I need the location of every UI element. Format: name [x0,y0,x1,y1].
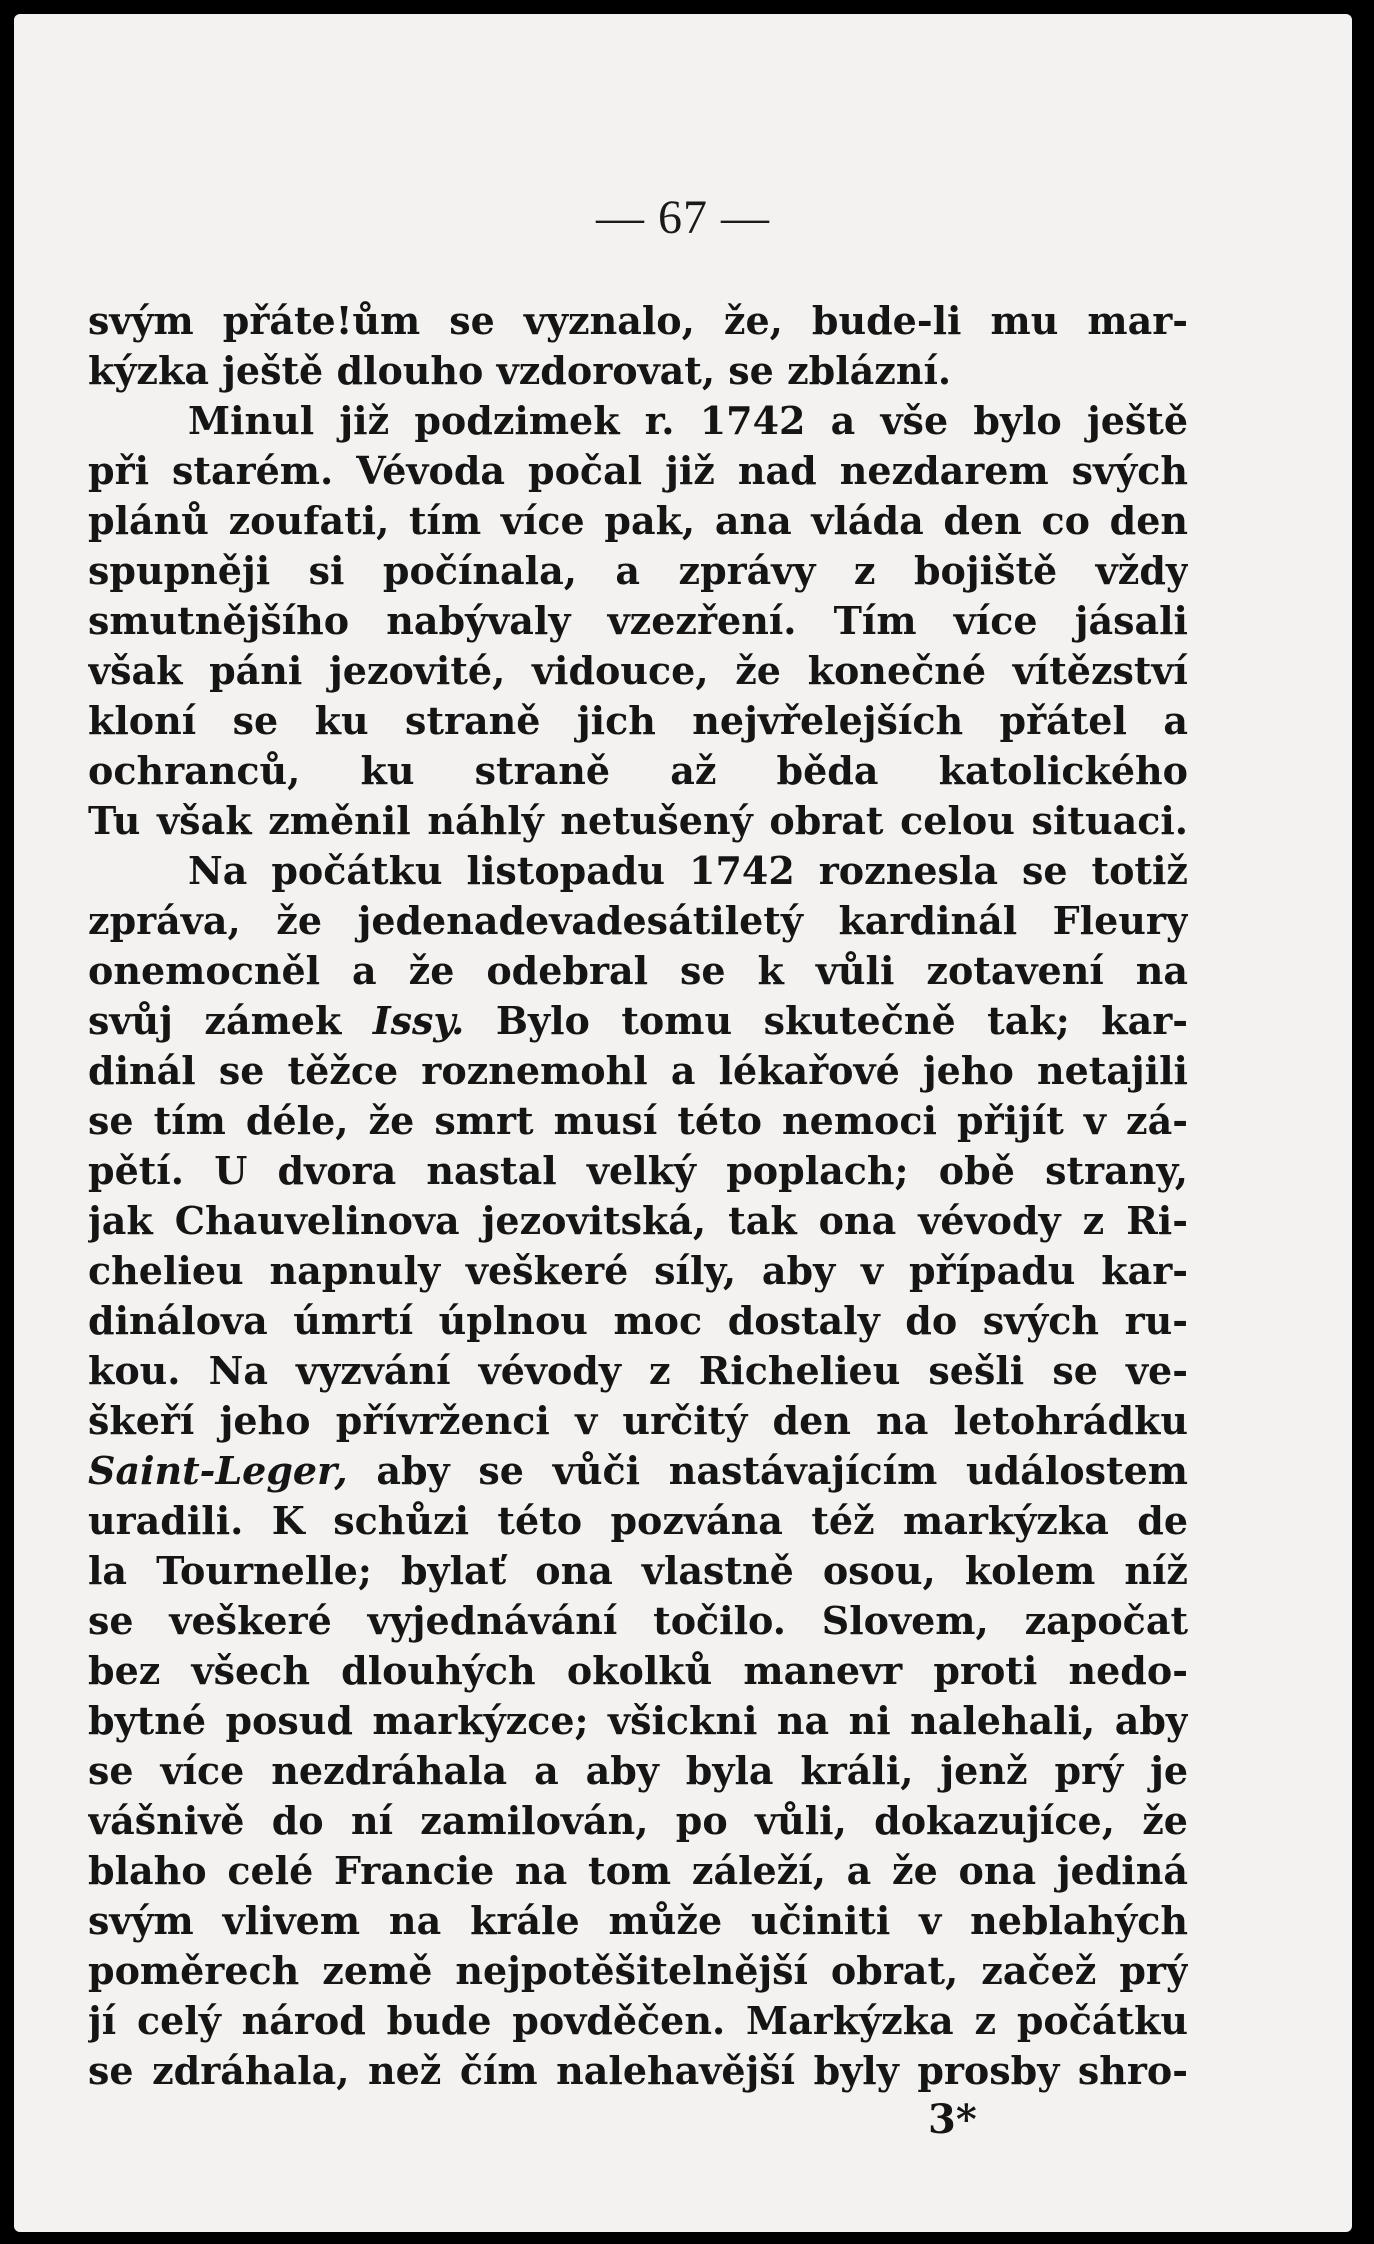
text-line: pětí. U dvora nastal velký poplach; obě strany, [88,1148,1188,1193]
text-line [88,1446,1188,1496]
text-line: svým přáte!ům se vyznalo, že, bude-li mu mar- [88,298,1188,343]
text-line: zpráva, že jedenadevadesátiletý kardinál Fleury [88,898,1188,943]
text-line: bytné posud markýzce; všickni na ni nalehali, aby [88,1698,1188,1743]
text-line: škeří jeho přívrženci v určitý den na letohrádku [88,1398,1188,1443]
book-page [14,14,1352,2232]
text-line: ochranců, ku straně až běda katolického [88,748,1188,793]
italic-text: Issy. [372,998,465,1043]
text-line: kýzka ještě dlouho vzdorovat, se zblázní. [88,348,952,393]
page-number: — 67 — [596,191,770,244]
text-line: plánů zoufati, tím více pak, ana vláda den co den [88,498,1188,543]
text-line: Na počátku listopadu 1742 roznesla se totiž [188,848,1188,893]
text-line: blaho celé Francie na tom záleží, a že ona jediná [88,1848,1188,1893]
text-line: uradili. K schůzi této pozvána též markýzka de [88,1498,1188,1543]
text-line [88,996,1188,1046]
italic-text: Saint-Leger, [88,1448,348,1493]
text-line: se tím déle, že smrt musí této nemoci přijít v zá- [88,1098,1188,1143]
text-line: vášnivě do ní zamilován, po vůli, dokazujíce, že [88,1798,1188,1843]
text-line: při starém. Vévoda počal již nad nezdarem svých [88,448,1188,493]
text-line: spupněji si počínala, a zprávy z bojiště vždy [88,548,1188,593]
text-line: Minul již podzimek r. 1742 a vše bylo ještě [188,398,1188,443]
text-line: se zdráhala, než čím nalehavější byly prosby shro- [88,2048,1188,2093]
text-line: onemocněl a že odebral se k vůli zotavení na [88,948,1188,993]
text-line: kloní se ku straně jich nejvřelejších přátel a [88,698,1188,743]
printer-signature: 3* [928,2096,977,2143]
text-line: jak Chauvelinova jezovitská, tak ona vévody z Ri- [88,1198,1188,1243]
text-line: se více nezdráhala a aby byla králi, jenž prý je [88,1748,1188,1793]
text-line: svým vlivem na krále může učiniti v neblahých [88,1898,1188,1943]
text-line: bez všech dlouhých okolků manevr proti nedo- [88,1648,1188,1693]
text-line: poměrech země nejpotěšitelnější obrat, začež prý [88,1948,1188,1993]
text-span: Bylo tomu skutečně tak; kar- [464,998,1188,1043]
text-line: Tu však změnil náhlý netušený obrat celou situaci. [88,798,1188,843]
text-line: chelieu napnuly veškeré síly, aby v případu kar- [88,1248,1188,1293]
text-line: se veškeré vyjednávání točilo. Slovem, započat [88,1598,1188,1643]
text-line: však páni jezovité, vidouce, že konečné vítězství [88,648,1188,693]
body-text [88,296,1188,2096]
text-line: dinálova úmrtí úplnou moc dostaly do svých ru- [88,1298,1188,1343]
text-span: svůj zámek [88,998,373,1043]
text-line: dinál se těžce roznemohl a lékařové jeho netajili [88,1048,1188,1093]
text-line: kou. Na vyzvání vévody z Richelieu sešli se ve- [88,1348,1188,1393]
text-line: jí celý národ bude povděčen. Markýzka z počátku [88,1998,1188,2043]
text-span: aby se vůči nastávajícím událostem [347,1448,1188,1493]
text-line: smutnějšího nabývaly vzezření. Tím více jásali [88,598,1188,643]
text-line: la Tournelle; bylať ona vlastně osou, kolem níž [88,1548,1188,1593]
